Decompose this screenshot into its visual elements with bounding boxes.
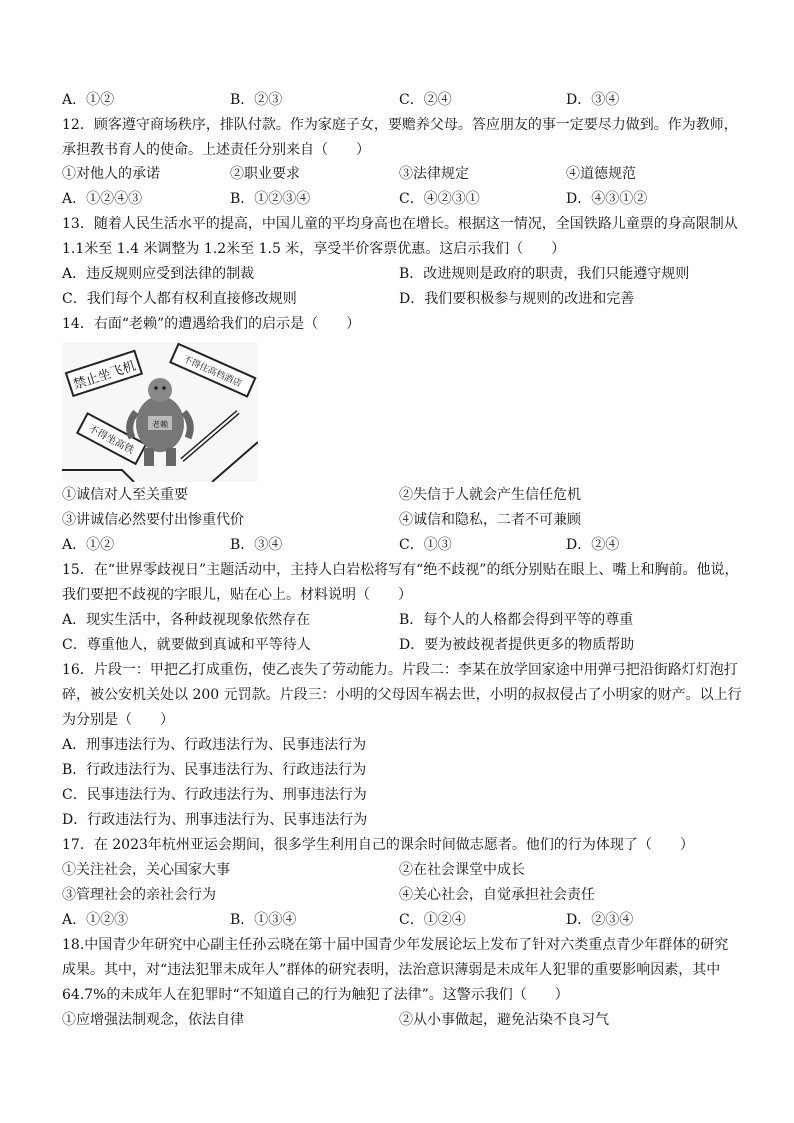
q17-option-a: A．①②③ — [62, 912, 129, 928]
q11-options — [62, 89, 758, 111]
q11-option-c: C．②④ — [399, 92, 452, 108]
q17-option-b: B．①③④ — [230, 912, 297, 928]
q13-stem-line1: 13．随着人民生活水平的提高，中国儿童的平均身高也在增长。根据这一情况，全国铁路儿童票的身高限制从 — [62, 216, 738, 232]
q16-stem-line3: 为分别是（ ） — [62, 712, 174, 728]
q16-option-d: D．行政违法行为、刑事违法行为、民事违法行为 — [62, 812, 368, 828]
sign-no-rail-label: 不得坐高铁 — [86, 423, 136, 457]
q14-item-1: ①诚信对人至关重要 — [62, 487, 188, 503]
q15-option-c: C．尊重他人，就要做到真诚和平等待人 — [62, 637, 311, 653]
q16-stem-line1: 16．片段一：甲把乙打成重伤，使乙丧失了劳动能力。片段二：李某在放学回家途中用弹弓把沿街路灯灯泡打 — [62, 662, 738, 678]
q17-options — [62, 909, 758, 931]
q14-stem: 14．右面“老赖”的遭遇给我们的启示是（ ） — [62, 316, 361, 332]
q13-option-a: A．违反规则应受到法律的制裁 — [62, 266, 255, 282]
q13-options-row1 — [62, 263, 758, 285]
q14-items-row2 — [62, 509, 758, 531]
q12-stem-line1: 12．顾客遵守商场秩序，排队付款。作为家庭子女，要赡养父母。答应朋友的事一定要尽力做到。作为教师， — [62, 117, 738, 133]
q18-stem-line1: 18.中国青少年研究中心副主任孙云晓在第十届中国青少年发展论坛上发布了针对六类重点青少年群体的研究 — [62, 937, 729, 953]
q13-options-row2 — [62, 288, 758, 310]
q17-item-1: ①关注社会，关心国家大事 — [62, 862, 230, 878]
q12-item-2: ②职业要求 — [230, 166, 300, 182]
laolai-cartoon-image — [62, 342, 258, 482]
q17-item-3: ③管理社会的亲社会行为 — [62, 887, 216, 903]
q18-items-row1 — [62, 1009, 758, 1031]
q18-stem-line2: 成果。其中，对“违法犯罪未成年人”群体的研究表明，法治意识薄弱是未成年人犯罪的重要影响因素，其中 — [62, 962, 721, 978]
q12-item-3: ③法律规定 — [399, 166, 469, 182]
q15-option-d: D．要为被歧视者提供更多的物质帮助 — [399, 637, 635, 653]
q14-item-2: ②失信于人就会产生信任危机 — [399, 487, 581, 503]
q16-option-c: C．民事违法行为、行政违法行为、刑事违法行为 — [62, 787, 367, 803]
q16-option-b: B．行政违法行为、民事违法行为、行政违法行为 — [62, 762, 367, 778]
q15-option-a: A．现实生活中，各种歧视现象依然存在 — [62, 612, 311, 628]
q18-item-2: ②从小事做起，避免沾染不良习气 — [399, 1012, 609, 1028]
q17-items-row2 — [62, 884, 758, 906]
q14-option-c: C．①③ — [399, 537, 452, 553]
q17-option-c: C．①②④ — [399, 912, 466, 928]
q14-options — [62, 534, 758, 556]
q12-option-c: C．④②③① — [399, 191, 480, 207]
laolai-label: 老赖 — [152, 420, 168, 429]
q11-option-d: D．③④ — [566, 92, 620, 108]
q15-options-row2 — [62, 634, 758, 656]
q13-option-c: C．我们每个人都有权利直接修改规则 — [62, 291, 297, 307]
q17-option-d: D．②③④ — [566, 912, 634, 928]
q11-option-a: A．①② — [62, 92, 115, 108]
q12-options — [62, 188, 758, 210]
q17-stem: 17．在 2023年杭州亚运会期间，很多学生利用自己的课余时间做志愿者。他们的行为体现了（ ） — [62, 837, 694, 853]
q14-option-b: B．③④ — [230, 537, 283, 553]
q17-items-row1 — [62, 859, 758, 881]
q15-option-b: B．每个人的人格都会得到平等的尊重 — [399, 612, 634, 628]
q13-stem-line2: 1.1米至 1.4 米调整为 1.2米至 1.5 米，享受半价客票优惠。这启示我们（ ） — [62, 241, 566, 257]
q16-option-a: A．刑事违法行为、行政违法行为、民事违法行为 — [62, 737, 367, 753]
q12-option-b: B．①②③④ — [230, 191, 311, 207]
sign-no-hotel-label: 不得住高档酒店 — [181, 354, 243, 390]
q12-option-d: D．④③①② — [566, 191, 648, 207]
q13-option-d: D．我们要积极参与规则的改进和完善 — [399, 291, 635, 307]
q14-item-3: ③讲诚信必然要付出惨重代价 — [62, 512, 244, 528]
q15-options-row1 — [62, 609, 758, 631]
q12-items — [62, 163, 758, 185]
q11-option-b: B．②③ — [230, 92, 283, 108]
q14-item-4: ④诚信和隐私，二者不可兼顾 — [399, 512, 581, 528]
q14-option-a: A．①② — [62, 537, 115, 553]
q18-stem-line3: 64.7%的未成年人在犯罪时“不知道自己的行为触犯了法律”。这警示我们（ ） — [62, 987, 569, 1003]
q14-option-d: D．②④ — [566, 537, 620, 553]
q15-stem-line1: 15．在“世界零歧视日”主题活动中，主持人白岩松将写有“绝不歧视”的纸分别贴在眼上、嘴上和胸前。他说， — [62, 562, 739, 578]
q12-item-1: ①对他人的承诺 — [62, 166, 160, 182]
q18-item-1: ①应增强法制观念，依法自律 — [62, 1012, 244, 1028]
q12-stem-line2: 承担教书育人的使命。上述责任分别来自（ ） — [62, 142, 370, 158]
q12-item-4: ④道德规范 — [566, 166, 636, 182]
q13-option-b: B．改进规则是政府的职责，我们只能遵守规则 — [399, 266, 690, 282]
q17-item-4: ④关心社会，自觉承担社会责任 — [399, 887, 595, 903]
q14-items-row1 — [62, 484, 758, 506]
q12-option-a: A．①②④③ — [62, 191, 143, 207]
q17-item-2: ②在社会课堂中成长 — [399, 862, 525, 878]
sign-no-flying-label: 禁止坐飞机 — [71, 358, 138, 393]
q16-stem-line2: 碎，被公安机关处以 200 元罚款。片段三：小明的父母因车祸去世，小明的叔叔侵占了小明家的财产。以上行 — [62, 687, 742, 703]
q15-stem-line2: 我们要把不歧视的字眼儿，贴在心上。材料说明（ ） — [62, 587, 412, 603]
